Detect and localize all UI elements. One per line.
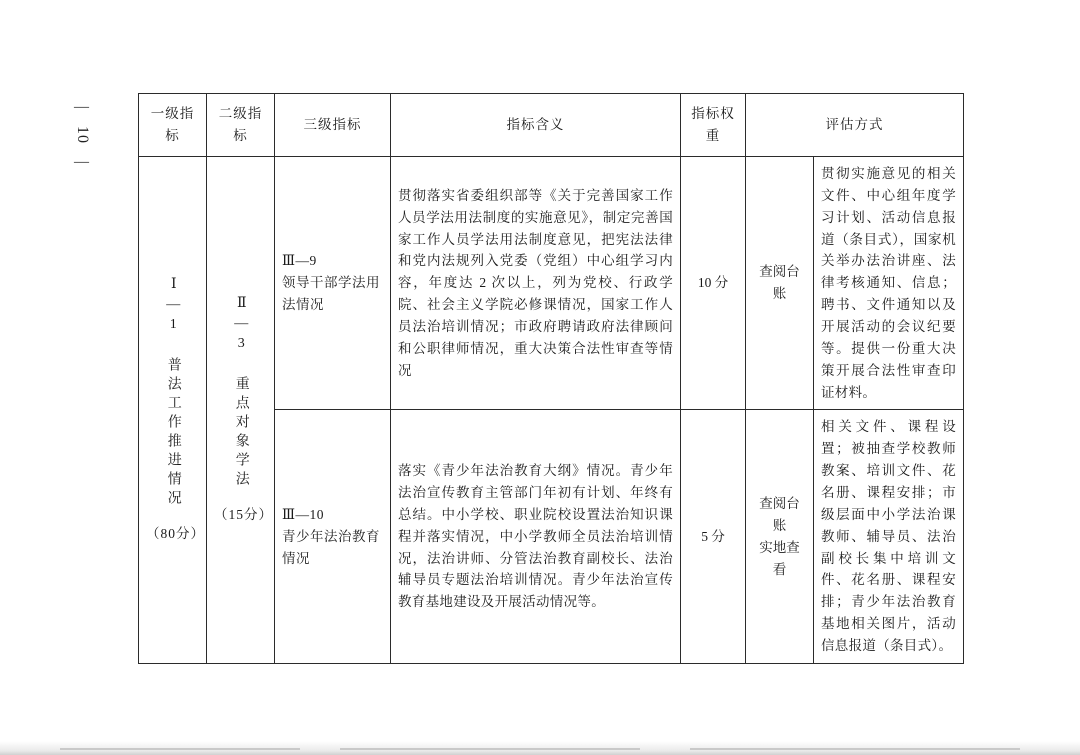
scan-edge-tick <box>690 748 1020 750</box>
page-number-dash-bottom: — <box>74 153 90 170</box>
level1-score: （80分） <box>146 525 205 541</box>
level3-code: Ⅲ—9 <box>282 253 317 269</box>
evaluation-method-cell: 查阅台账 <box>746 157 814 410</box>
page-number-value: 10 <box>74 125 91 144</box>
header-evaluation-method: 评估方式 <box>746 94 964 157</box>
level1-code: Ⅰ—1 <box>165 275 181 337</box>
level1-name: 普法工作推进情况 <box>165 356 181 509</box>
scan-bottom-edge <box>0 741 1080 755</box>
table-row <box>139 157 964 410</box>
level3-name: 青少年法治教育情况 <box>282 528 380 566</box>
level2-indicator-cell <box>207 157 275 664</box>
level3-indicator-cell <box>275 410 391 663</box>
level3-indicator-cell <box>275 157 391 410</box>
evaluation-method-line: 查阅台账 <box>759 495 800 533</box>
indicator-weight-cell: 10 分 <box>681 157 746 410</box>
evaluation-detail-cell: 相关文件、课程设置；被抽查学校教师教案、培训文件、花名册、课程安排；市级层面中小学法治课教师、辅导员、法治副校长集中培训文件、花名册、课程安排；青少年法治教育基地相关图片，活动信息报道（条目式）。 <box>814 410 964 663</box>
page-number <box>62 96 102 173</box>
assessment-table <box>138 93 964 664</box>
assessment-table-container <box>138 93 963 664</box>
evaluation-method-cell <box>746 410 814 663</box>
level2-score: （15分） <box>214 506 273 522</box>
header-level1: 一级指标 <box>139 94 207 157</box>
evaluation-detail-cell: 贯彻实施意见的相关文件、中心组年度学习计划、活动信息报道（条目式），国家机关举办法治讲座、法律考核通知、信息；聘书、文件通知以及开展活动的会议纪要等。提供一份重大决策开展合法性审查印证材料。 <box>814 157 964 410</box>
indicator-weight-cell: 5 分 <box>681 410 746 663</box>
header-meaning: 指标含义 <box>391 94 681 157</box>
indicator-meaning-cell: 贯彻落实省委组织部等《关于完善国家工作人员学法用法制度的实施意见》，制定完善国家工作人员学法用法制度意见，把宪法法律和党内法规列入党委（党组）中心组学习内容，年度达 2 次以上，列为党校、行政学院、社会主义学院必修课情况，国家工作人员法治培训情况；市政府聘请政府法律顾问和公职律师情况，重大决策合法性审查等情况 <box>391 157 681 410</box>
table-header-row <box>139 94 964 157</box>
header-level2: 二级指标 <box>207 94 275 157</box>
level2-name: 重点对象学法 <box>233 375 249 490</box>
scan-edge-tick <box>340 748 640 750</box>
indicator-meaning-cell: 落实《青少年法治教育大纲》情况。青少年法治宣传教育主管部门年初有计划、年终有总结。中小学校、职业院校设置法治知识课程并落实情况，中小学教师全员法治培训情况，法治讲师、分管法治教育副校长、法治辅导员专题法治培训情况。青少年法治宣传教育基地建设及开展活动情况等。 <box>391 410 681 663</box>
level1-code-name <box>159 276 186 509</box>
header-weight: 指标权重 <box>681 94 746 157</box>
header-level3: 三级指标 <box>275 94 391 157</box>
page-number-dash-top: — <box>74 99 90 115</box>
scan-edge-tick <box>60 748 300 750</box>
level3-code: Ⅲ—10 <box>282 506 325 522</box>
evaluation-method-line: 实地查看 <box>759 539 800 577</box>
level1-indicator-cell <box>139 157 207 664</box>
level2-code-name <box>227 295 254 490</box>
level2-code: Ⅱ—3 <box>233 294 249 356</box>
level3-name: 领导干部学法用法情况 <box>282 275 380 313</box>
